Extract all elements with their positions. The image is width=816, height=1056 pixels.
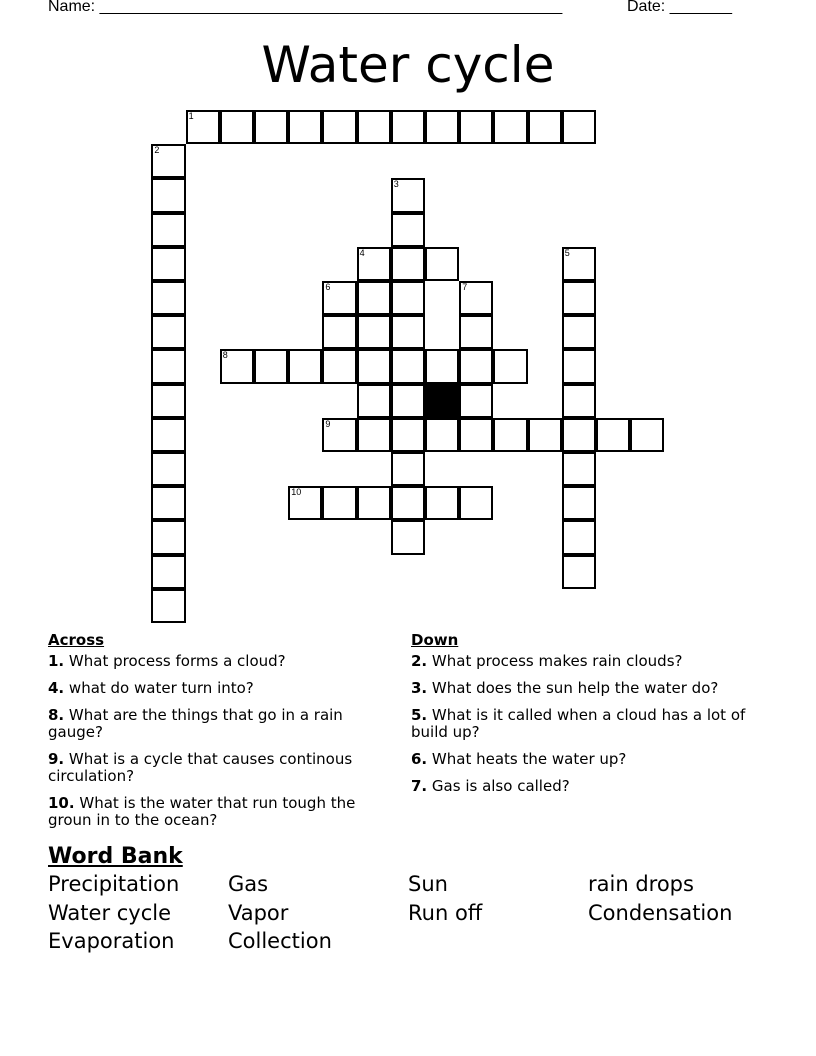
crossword-cell[interactable] (391, 418, 425, 452)
clue-across-9: 9. What is a cycle that causes continous circulation? (48, 750, 353, 785)
clue-number: 7 (462, 282, 468, 292)
clue-number: 6 (325, 282, 331, 292)
crossword-cell[interactable] (562, 555, 596, 589)
crossword-block (425, 384, 459, 418)
crossword-cell[interactable] (151, 213, 185, 247)
clue-number: 4 (359, 247, 365, 258)
crossword-cell[interactable] (357, 486, 391, 520)
crossword-cell[interactable] (288, 110, 322, 144)
date-field[interactable]: Date: _______ (627, 0, 732, 15)
clue-number: 10 (291, 487, 302, 498)
crossword-cell[interactable] (493, 418, 527, 452)
crossword-cell[interactable] (322, 349, 356, 383)
crossword-cell[interactable] (151, 418, 185, 452)
across-clues (48, 632, 393, 839)
clue-number: 1 (188, 111, 194, 121)
crossword-cell[interactable] (322, 486, 356, 520)
clue-across-10: 10. What is the water that run tough the groun in to the ocean? (48, 794, 356, 829)
word-bank-item: Evaporation (48, 929, 175, 953)
crossword-cell[interactable] (459, 281, 493, 315)
crossword-cell[interactable] (391, 486, 425, 520)
word-bank-item: Collection (228, 929, 332, 953)
crossword-cell[interactable] (528, 418, 562, 452)
clue-down-3: 3. What does the sun help the water do? (411, 679, 719, 697)
crossword-cell[interactable] (562, 452, 596, 486)
crossword-cell[interactable] (459, 418, 493, 452)
word-bank (48, 872, 768, 958)
crossword-cell[interactable] (425, 349, 459, 383)
crossword-cell[interactable] (357, 349, 391, 383)
clue-number: 8 (222, 350, 228, 361)
crossword-cell[interactable] (562, 349, 596, 383)
crossword-cell[interactable] (357, 384, 391, 418)
clue-number: 5 (564, 247, 570, 258)
word-bank-item: Gas (228, 872, 269, 896)
crossword-cell[interactable] (459, 110, 493, 144)
clue-number: 9 (325, 418, 331, 429)
clue-down-5: 5. What is it called when a cloud has a lot of build up? (411, 706, 746, 741)
crossword-cell[interactable] (630, 418, 664, 452)
crossword-cell[interactable] (151, 555, 185, 589)
crossword-cell[interactable] (493, 110, 527, 144)
crossword-cell[interactable] (357, 315, 391, 349)
clue-across-4: 4. what do water turn into? (48, 679, 254, 697)
clue-down-6: 6. What heats the water up? (411, 750, 627, 768)
clue-down-2: 2. What process makes rain clouds? (411, 652, 683, 670)
crossword-cell[interactable] (151, 281, 185, 315)
crossword-cell[interactable] (254, 110, 288, 144)
crossword-cell[interactable] (357, 281, 391, 315)
clue-across-8: 8. What are the things that go in a rain gauge? (48, 706, 343, 741)
crossword-cell[interactable] (596, 418, 630, 452)
crossword-cell[interactable] (151, 384, 185, 418)
crossword-cell[interactable] (562, 384, 596, 418)
crossword-cell[interactable] (151, 315, 185, 349)
crossword-cell[interactable] (254, 349, 288, 383)
crossword-cell[interactable] (459, 384, 493, 418)
clue-number: 2 (154, 145, 160, 156)
crossword-cell[interactable] (562, 110, 596, 144)
crossword-cell[interactable] (391, 384, 425, 418)
crossword-cell[interactable] (357, 247, 391, 281)
crossword-cell[interactable] (151, 589, 185, 623)
crossword-cell[interactable] (151, 486, 185, 520)
crossword-cell[interactable] (322, 281, 356, 315)
down-heading: Down (411, 631, 459, 649)
crossword-cell[interactable] (562, 315, 596, 349)
down-clues (411, 632, 756, 805)
crossword-cell[interactable] (425, 418, 459, 452)
crossword-cell[interactable] (151, 520, 185, 554)
crossword-cell[interactable] (357, 418, 391, 452)
crossword-cell[interactable] (220, 110, 254, 144)
word-bank-item: Water cycle (48, 900, 172, 925)
crossword-cell[interactable] (391, 178, 425, 212)
clue-number: 3 (393, 179, 399, 190)
word-bank-item: rain drops (588, 872, 694, 896)
word-bank-item: Precipitation (48, 872, 180, 896)
crossword-cell[interactable] (322, 315, 356, 349)
crossword-cell[interactable] (391, 315, 425, 349)
crossword-cell[interactable] (562, 281, 596, 315)
page-title: Water cycle (261, 36, 555, 94)
crossword-cell[interactable] (151, 452, 185, 486)
crossword-cell[interactable] (151, 178, 185, 212)
clue-down-7: 7. Gas is also called? (411, 777, 570, 795)
crossword-cell[interactable] (151, 144, 185, 178)
word-bank-item: Condensation (588, 900, 733, 925)
word-bank-item: Sun (408, 872, 448, 896)
crossword-cell[interactable] (425, 486, 459, 520)
crossword-cell[interactable] (562, 486, 596, 520)
crossword-cell[interactable] (391, 520, 425, 554)
crossword-cell[interactable] (322, 110, 356, 144)
crossword-cell[interactable] (391, 213, 425, 247)
crossword-cell[interactable] (425, 247, 459, 281)
crossword-cell[interactable] (425, 110, 459, 144)
crossword-cell[interactable] (220, 349, 254, 383)
crossword-cell[interactable] (562, 418, 596, 452)
word-bank-item: Vapor (228, 900, 289, 925)
crossword-cell[interactable] (459, 349, 493, 383)
crossword-cell[interactable] (151, 247, 185, 281)
clue-across-1: 1. What process forms a cloud? (48, 652, 286, 670)
crossword-cell[interactable] (391, 281, 425, 315)
crossword-cell[interactable] (391, 452, 425, 486)
crossword-cell[interactable] (562, 247, 596, 281)
crossword-cell[interactable] (459, 315, 493, 349)
crossword-cell[interactable] (562, 520, 596, 554)
crossword-cell[interactable] (459, 486, 493, 520)
crossword-cell[interactable] (151, 349, 185, 383)
crossword-cell[interactable] (391, 349, 425, 383)
name-field[interactable]: Name: ____________________________________________________ (48, 0, 563, 15)
crossword-cell[interactable] (288, 486, 322, 520)
crossword-cell[interactable] (391, 247, 425, 281)
across-heading: Across (48, 631, 105, 649)
crossword-cell[interactable] (493, 349, 527, 383)
crossword-cell[interactable] (322, 418, 356, 452)
crossword-cell[interactable] (357, 110, 391, 144)
crossword-cell[interactable] (288, 349, 322, 383)
word-bank-title: Word Bank (48, 844, 183, 869)
word-bank-item: Run off (408, 900, 483, 925)
crossword-cell[interactable] (186, 110, 220, 144)
crossword-cell[interactable] (528, 110, 562, 144)
crossword-cell[interactable] (391, 110, 425, 144)
